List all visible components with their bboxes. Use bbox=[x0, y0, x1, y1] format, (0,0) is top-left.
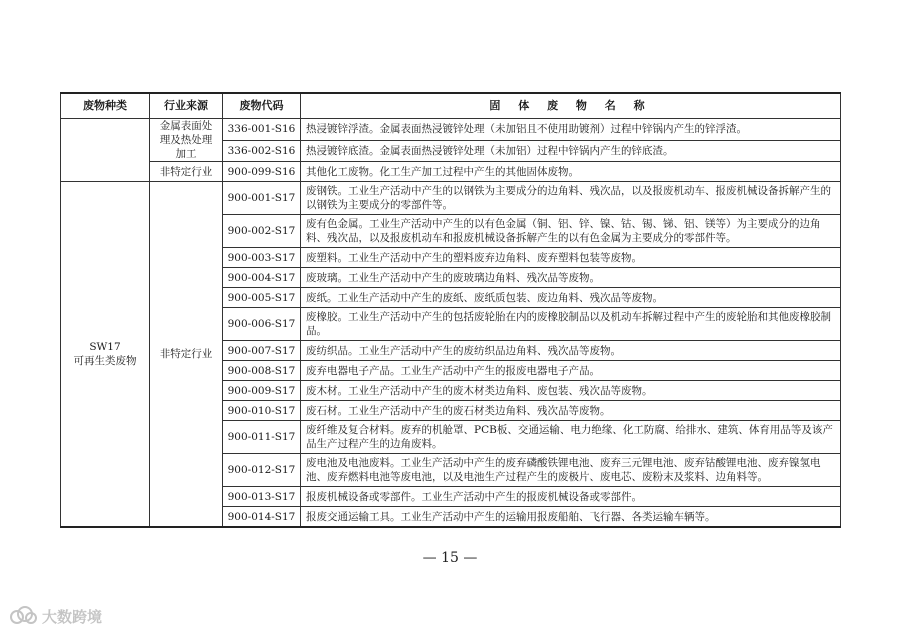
table-row bbox=[61, 162, 841, 182]
header-category: 废物种类 bbox=[61, 93, 150, 119]
waste-name: 废石材。工业生产活动中产生的废石材类边角料、残次品等废物。 bbox=[301, 401, 841, 421]
waste-code: 900-005-S17 bbox=[223, 288, 301, 308]
waste-name: 废有色金属。工业生产活动中产生的以有色金属（铜、铝、锌、镍、钴、锡、锑、铝、镁等）为主要成分的边角料、残次品，以及报废机动车和报废机械设备拆解产生的以有色金属为主要成分的零部件等。 bbox=[301, 215, 841, 248]
waste-name: 废弃电器电子产品。工业生产活动中产生的报废电器电子产品。 bbox=[301, 361, 841, 381]
waste-name: 废木材。工业生产活动中产生的废木材类边角料、废包装、残次品等废物。 bbox=[301, 381, 841, 401]
watermark-text: 大数跨境 bbox=[42, 607, 103, 626]
waste-name: 热浸镀锌浮渣。金属表面热浸镀锌处理（未加铝且不使用助镀剂）过程中锌锅内产生的锌浮渣。 bbox=[301, 119, 841, 141]
waste-name: 报废机械设备或零部件。工业生产活动中产生的报废机械设备或零部件。 bbox=[301, 487, 841, 507]
category-cell bbox=[61, 182, 150, 528]
category-code: SW17 bbox=[89, 341, 121, 353]
table-header-row bbox=[61, 93, 841, 119]
waste-code: 900-007-S17 bbox=[223, 341, 301, 361]
waste-code: 900-004-S17 bbox=[223, 268, 301, 288]
waste-code: 900-099-S16 bbox=[223, 162, 301, 182]
header-source: 行业来源 bbox=[150, 93, 223, 119]
waste-code: 900-001-S17 bbox=[223, 182, 301, 215]
source-cell: 非特定行业 bbox=[150, 162, 223, 182]
waste-code: 900-012-S17 bbox=[223, 454, 301, 487]
waste-name: 废玻璃。工业生产活动中产生的废玻璃边角料、残次品等废物。 bbox=[301, 268, 841, 288]
source-cell: 非特定行业 bbox=[150, 182, 223, 528]
header-name: 固 体 废 物 名 称 bbox=[301, 93, 841, 119]
waste-code: 900-010-S17 bbox=[223, 401, 301, 421]
waste-code: 900-013-S17 bbox=[223, 487, 301, 507]
waste-name: 其他化工废物。化工生产加工过程中产生的其他固体废物。 bbox=[301, 162, 841, 182]
waste-name: 热浸镀锌底渣。金属表面热浸镀锌处理（未加铝）过程中锌锅内产生的锌底渣。 bbox=[301, 140, 841, 162]
table-row bbox=[61, 182, 841, 215]
waste-code: 900-008-S17 bbox=[223, 361, 301, 381]
cloud-logo-icon bbox=[8, 605, 38, 627]
waste-code: 900-011-S17 bbox=[223, 421, 301, 454]
category-cell-empty bbox=[61, 119, 150, 182]
solid-waste-table bbox=[60, 92, 841, 528]
waste-code: 900-003-S17 bbox=[223, 248, 301, 268]
header-code: 废物代码 bbox=[223, 93, 301, 119]
waste-name: 废纺织品。工业生产活动中产生的废纺织品边角料、残次品等废物。 bbox=[301, 341, 841, 361]
category-name: 可再生类废物 bbox=[73, 355, 137, 367]
waste-name: 报废交通运输工具。工业生产活动中产生的运输用报废船舶、飞行器、各类运输车辆等。 bbox=[301, 507, 841, 528]
waste-name: 废钢铁。工业生产活动中产生的以钢铁为主要成分的边角料、残次品，以及报废机动车、报废机械设备拆解产生的以钢铁为主要成分的零部件等。 bbox=[301, 182, 841, 215]
waste-code: 900-014-S17 bbox=[223, 507, 301, 528]
table-row bbox=[61, 119, 841, 141]
waste-code: 900-009-S17 bbox=[223, 381, 301, 401]
watermark bbox=[8, 605, 102, 627]
waste-code: 900-006-S17 bbox=[223, 308, 301, 341]
waste-name: 废电池及电池废料。工业生产活动中产生的废弃磷酸铁锂电池、废弃三元锂电池、废弃钴酸锂电池、废弃镍氢电池、废弃燃料电池等废电池，以及电池生产过程产生的废极片、废电芯、废粉末及浆料、边角料等。 bbox=[301, 454, 841, 487]
waste-name: 废纤维及复合材料。废弃的机舱罩、PCB板、交通运输、电力绝缘、化工防腐、给排水、建筑、体育用品等及该产品生产过程产生的边角废料。 bbox=[301, 421, 841, 454]
waste-code: 336-001-S16 bbox=[223, 119, 301, 141]
waste-name: 废橡胶。工业生产活动中产生的包括废轮胎在内的废橡胶制品以及机动车拆解过程中产生的废轮胎和其他废橡胶制品。 bbox=[301, 308, 841, 341]
source-cell: 金属表面处理及热处理加工 bbox=[150, 119, 223, 162]
waste-code: 900-002-S17 bbox=[223, 215, 301, 248]
page-number: — 15 — bbox=[422, 550, 478, 566]
waste-code: 336-002-S16 bbox=[223, 140, 301, 162]
waste-name: 废塑料。工业生产活动中产生的塑料废弃边角料、废弃塑料包装等废物。 bbox=[301, 248, 841, 268]
waste-name: 废纸。工业生产活动中产生的废纸、废纸质包装、废边角料、残次品等废物。 bbox=[301, 288, 841, 308]
